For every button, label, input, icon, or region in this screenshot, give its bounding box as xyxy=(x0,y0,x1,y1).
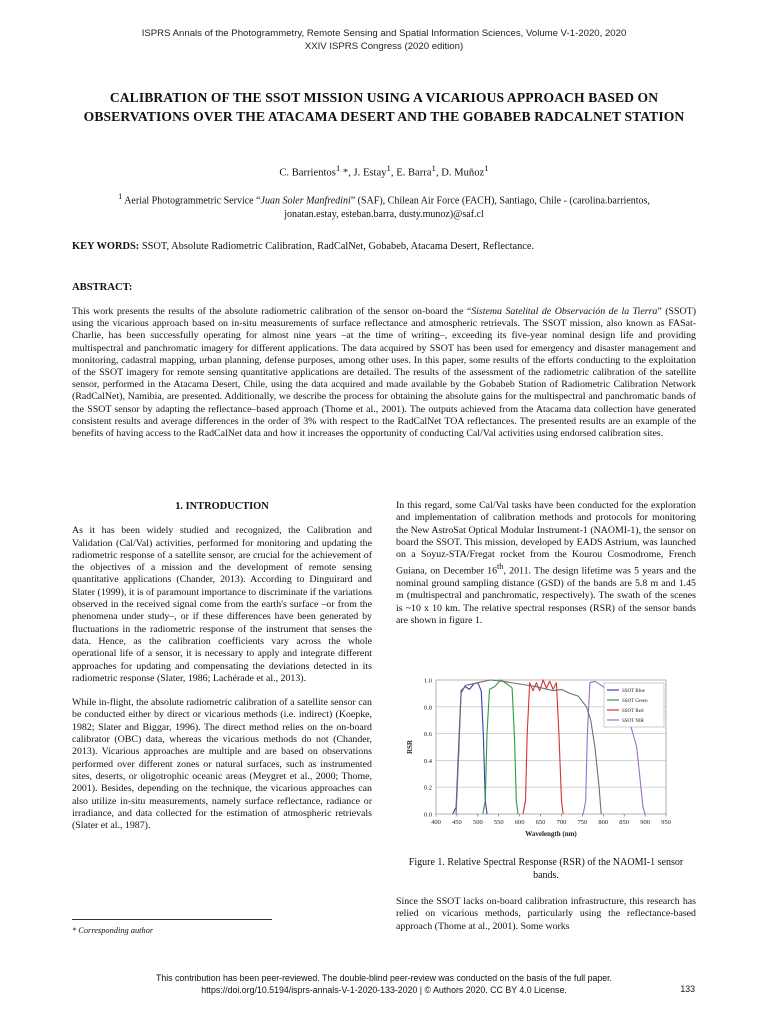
journal-header-line1: ISPRS Annals of the Photogrammetry, Remote Sensing and Spatial Information Sciences, Volume V-1-2020, 2020 xyxy=(141,28,627,39)
x-tick-label: 800 xyxy=(598,819,609,826)
x-tick-label: 650 xyxy=(535,819,546,826)
x-tick-label: 500 xyxy=(472,819,483,826)
abstract-italic: Sistema Satelital de Observación de la Tierra xyxy=(471,306,658,317)
y-tick-label: 0.6 xyxy=(423,731,432,739)
paper-title: CALIBRATION OF THE SSOT MISSION USING A VICARIOUS APPROACH BASED ON OBSERVATIONS OVER THE ATACAMA DESERT AND THE GOBABEB RADCALNET STATION xyxy=(83,90,685,124)
left-column xyxy=(72,501,372,832)
legend-label: SSOT Green xyxy=(622,699,648,704)
author-name: C. Barrientos xyxy=(279,167,336,179)
x-tick-label: 550 xyxy=(493,819,504,826)
abstract-text: This work presents the results of the absolute radiometric calibration of the sensor on-board the “ xyxy=(72,306,472,317)
y-tick-label: 0.0 xyxy=(423,811,432,819)
author-affil-mark: 1 xyxy=(386,163,391,173)
affiliation xyxy=(60,190,708,222)
right-column-bottom xyxy=(396,896,696,933)
affil-text-pre: Aerial Photogrammetric Service “ xyxy=(122,195,261,207)
section-heading-introduction: 1. INTRODUCTION xyxy=(175,501,269,512)
figure-1-caption: Figure 1. Relative Spectral Response (RSR) of the NAOMI-1 sensor bands. xyxy=(408,857,684,881)
legend-label: SSOT Red xyxy=(622,709,644,714)
footer-review-note: This contribution has been peer-reviewed. The double-blind peer-review was conducted on the basis of the full paper. xyxy=(155,973,613,983)
footnote-divider xyxy=(72,919,272,920)
legend-label: SSOT NIR xyxy=(622,719,644,724)
author-affil-mark: 1 xyxy=(335,163,341,173)
y-tick-label: 0.4 xyxy=(423,757,432,765)
footnote-text: * Corresponding author xyxy=(72,926,154,935)
right-text: , 2011. The design lifetime was 5 years and the nominal ground sampling distance (GSD) of the bands are 5.8 m and 1.45 m (multispectral and panchromatic, respectively). The swath of the scenes is ~10 x 10 km. The relative spectral responses (RSR) of the sensor bands are shown in figure 1. xyxy=(396,565,696,626)
x-tick-label: 850 xyxy=(619,819,630,826)
journal-header xyxy=(0,27,768,53)
corresponding-mark: * xyxy=(340,167,349,179)
intro-paragraph-1: As it has been widely studied and recognized, the Calibration and Validation (Cal/Val) activities, performed for monitoring and updating the radiometric response of a satellite sensor, are crucial for the achievement of the objectives of a mission and the development of remote sensing quantitative applications (Chander, 2013). According to Dinguirard and Slater (1999), it is of paramount importance to discriminate if the variations observed in the received signal come from the earth's surface –or from the phenomena under study–, or if these differences have been generated by fluctuations in the radiometric response of the instrument that senses the data. Hence, as the calibration coefficients vary across the whole operational life of a sensor, it is necessary to apply and integrate different approaches for updating and compensating the deviations detected in its radiometric response (Slater, 1986; Lachérade et al., 2013). xyxy=(72,525,372,684)
affil-mark: 1 xyxy=(118,192,123,201)
ordinal-suffix: th xyxy=(497,562,504,572)
abstract-heading: ABSTRACT: xyxy=(72,282,133,293)
author-list: C. Barrientos$^1$ *, J. Estay$^1$, E. Barra$^1$, D. Muñoz$^1$ xyxy=(279,163,489,179)
x-tick-label: 950 xyxy=(661,819,671,826)
page-number: 133 xyxy=(680,984,695,994)
footnote xyxy=(72,926,153,935)
x-tick-label: 700 xyxy=(556,819,567,826)
author-affil-mark: 1 xyxy=(484,163,489,173)
author-affil-mark: 1 xyxy=(431,163,436,173)
y-tick-label: 0.2 xyxy=(423,784,432,792)
y-tick-label: 1.0 xyxy=(423,677,432,685)
x-tick-label: 900 xyxy=(640,819,650,826)
x-axis-label: Wavelength (nm) xyxy=(525,830,577,838)
right-paragraph-1 xyxy=(396,500,696,627)
x-tick-label: 450 xyxy=(452,819,462,826)
right-paragraph-2: Since the SSOT lacks on-board calibration infrastructure, this research has relied on vicarious methods, particularly using the reflectance-based approach (Thome at al., 2001). Some works xyxy=(396,896,696,932)
author-name: E. Barra xyxy=(396,167,432,179)
abstract-body xyxy=(72,306,696,440)
right-column-top xyxy=(396,500,696,627)
x-tick-label: 600 xyxy=(514,819,525,826)
author-name: D. Muñoz xyxy=(441,167,485,179)
page-footer xyxy=(0,972,768,996)
abstract-text: ” (SSOT) using the vicarious approach based on in-situ measurements of surface reflectance and atmospheric retrievals. The SSOT mission, also known as FASat-Charlie, has been successfully operating for almost nine years –at the time of writing–, exceeding its five-year nominal design life and providing multispectral and panchromatic imagery for different applications. The data acquired by SSOT has been used for emergency and disaster management and monitoring, cadastral mapping, urban planning, defense purposes, among other uses. In this paper, some results of the efforts conducting to the exploitation of the SSOT imagery for remote sensing quantitative applications are detailed. The results of the assessment of the radiometric calibration of the satellite sensor, performed in the Atacama Desert, Chile, using the data acquired and made available by the Gobabeb Station of Radiometric Calibration Network (RadCalNet), Namibia, are presented. Additionally, we describe the process for obtaining the absolute gains for the multispectral and panchromatic bands of the SSOT sensor by adapting the reflectance–based approach (Thome et al., 2001). The outputs achieved from the Atacama data collection have generated consistent results and average differences in the order of 3% with respect to the RadCalNet TOA reflectances. The presented results are an example of the benefits of having access to the RadCalNet data and how it increases the opportunity of conducting Cal/Val activities using endorsed calibration sites. xyxy=(72,306,696,440)
x-tick-label: 400 xyxy=(431,819,441,826)
x-tick-label: 750 xyxy=(577,819,588,826)
affil-text-post: ” (SAF), Chilean Air Force (FACH), Santiago, Chile - (carolina.barrientos, xyxy=(350,195,650,207)
journal-header-line2: XXIV ISPRS Congress (2020 edition) xyxy=(304,41,464,52)
affil-emails: jonatan.estay, esteban.barra, dusty.munoz)@saf.cl xyxy=(284,209,484,221)
footer-doi-license: https://doi.org/10.5194/isprs-annals-V-1-2020-133-2020 | © Authors 2020. CC BY 4.0 License. xyxy=(201,985,567,995)
figure-1-rsr-chart xyxy=(400,668,690,848)
right-text: In this regard, some Cal/Val tasks have been conducted for the exploration and implementation of calibration methods and protocols for monitoring the New AstroSat Optical Modular Instrument-1 (NAOMI-1), the sensor on board the SSOT. This mission, developed by EADS Astrium, was launched on a Soyuz-STA/Fregat rocket from the Kourou Cosmodrome, French Guiana, on December 16 xyxy=(396,500,696,577)
intro-paragraph-2: While in-flight, the absolute radiometric calibration of a satellite sensor can be conducted either by direct or vicarious methods (i.e. indirect) (Koepke, 1982; Slater and Biggar, 1996). The direct method relies on the on-board calibrator (OBC) data, whereas the vicarious methods do not (Chander, 2013). Vicarious approaches are multiple and are based on observations performed over different zones or natural surfaces, such as instrumented sites, deserts, or oligotrophic oceanic areas (Meygret et al., 2000; Thome, 2001). Besides, depending on the technique, the vicarious approaches can also utilize in-situ measurements, namely surface reflectance, radiance or irradiance, and data collected for the estimation of atmospheric retrievals (Slater et al., 1987). xyxy=(72,697,372,832)
keywords-text: SSOT, Absolute Radiometric Calibration, RadCalNet, Gobabeb, Atacama Desert, Reflectance. xyxy=(139,241,535,252)
keywords-label: KEY WORDS: xyxy=(72,241,140,252)
author-name: J. Estay xyxy=(353,167,387,179)
legend-label: SSOT Blue xyxy=(622,689,645,694)
affil-text-italic: Juan Soler Manfredini xyxy=(260,195,351,207)
y-tick-label: 0.8 xyxy=(423,704,432,712)
y-axis-label: RSR xyxy=(406,739,414,755)
keywords xyxy=(72,241,702,252)
